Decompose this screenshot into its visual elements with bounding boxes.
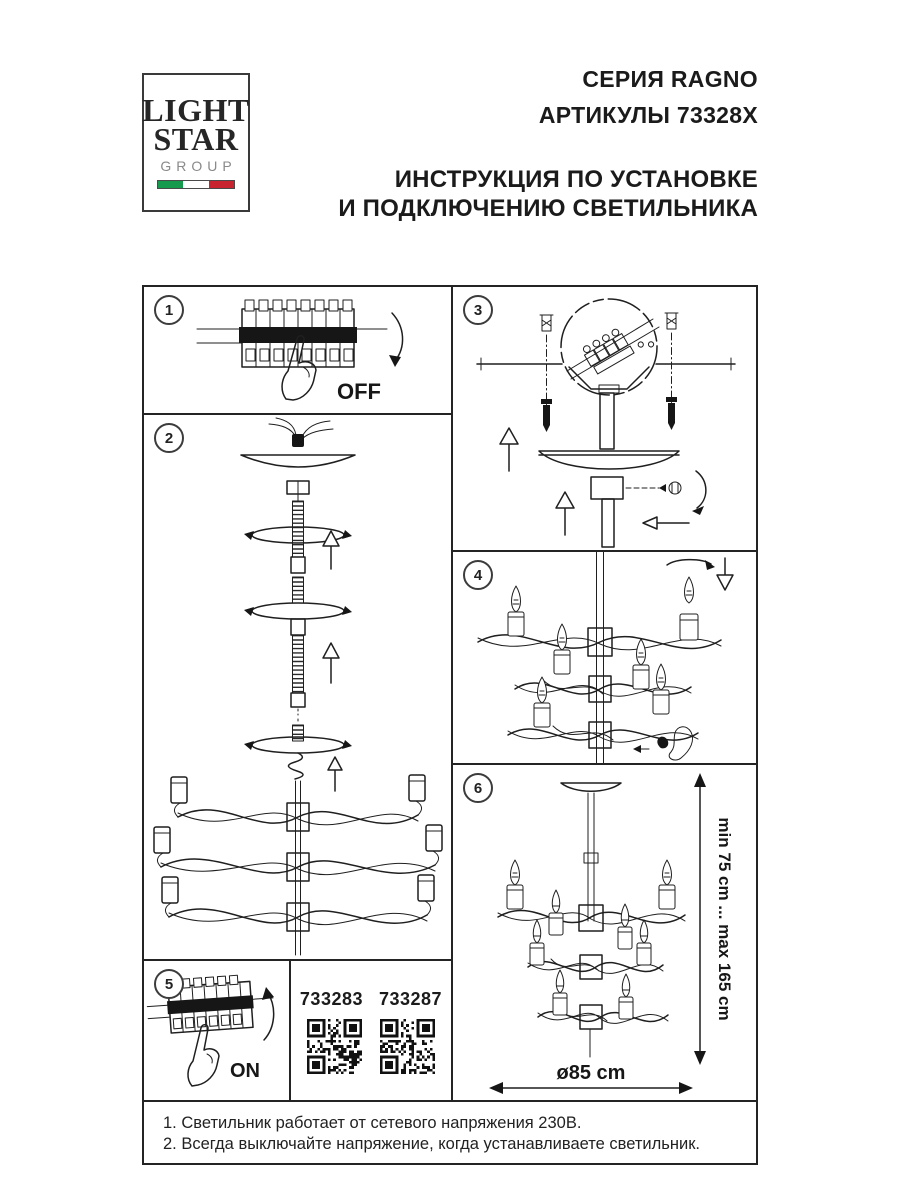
flag-white — [183, 181, 208, 188]
italian-flag-bar — [157, 180, 235, 189]
step-6-panel — [453, 765, 756, 1100]
step-4-number: 4 — [463, 560, 493, 590]
on-label: ON — [230, 1060, 260, 1082]
lightstar-logo — [142, 73, 250, 212]
title-line-1: ИНСТРУКЦИЯ ПО УСТАНОВКЕ — [394, 166, 758, 193]
anchor-left — [540, 315, 553, 432]
breaker-off-diagram — [144, 287, 451, 413]
height-dimension — [694, 773, 734, 1065]
pointing-hand-icon — [282, 336, 316, 400]
bulb-install-diagram — [453, 552, 756, 763]
step-5-number: 5 — [154, 969, 184, 999]
step-5-panel — [144, 961, 291, 1100]
candles — [507, 860, 675, 1019]
logo-light: LIGHT — [142, 92, 250, 129]
step-2-number: 2 — [154, 423, 184, 453]
step-3-number: 3 — [463, 295, 493, 325]
note-2: 2. Всегда выключайте напряжение, когда устанавливаете светильник. — [163, 1135, 701, 1153]
document-title — [338, 165, 758, 223]
instruction-steps-grid — [142, 285, 758, 1165]
qr-panel — [291, 961, 451, 1100]
step-3-panel — [453, 287, 756, 552]
footer-notes — [144, 1100, 756, 1163]
rod-assembly-diagram — [144, 415, 451, 959]
loose-bulb — [667, 558, 733, 603]
title-line-2: И ПОДКЛЮЧЕНИЮ СВЕТИЛЬНИКА — [338, 195, 758, 222]
height-dimension-label: min 75 cm ... max 165 cm — [715, 817, 734, 1021]
ceiling-mount-diagram — [453, 287, 756, 550]
note-1: 1. Светильник работает от сетевого напряжения 230В. — [163, 1114, 582, 1132]
set-screw — [626, 482, 681, 494]
article-code-1: 733283 — [299, 989, 363, 1009]
anchor-right — [665, 313, 678, 430]
diameter-label: ø85 cm — [556, 1062, 626, 1084]
off-label: OFF — [337, 379, 381, 404]
flag-green — [158, 181, 183, 188]
article-code-2: 733287 — [379, 989, 443, 1009]
header-titles — [338, 66, 758, 223]
series-name: СЕРИЯ RAGNO — [582, 66, 758, 92]
flag-red — [209, 181, 234, 188]
step-6-number: 6 — [463, 773, 493, 803]
dimensions-diagram — [453, 765, 756, 1100]
hand-with-bulb — [633, 727, 693, 760]
tier-1 — [171, 775, 425, 831]
step-1-number: 1 — [154, 295, 184, 325]
tier-2 — [154, 825, 442, 881]
step-2-panel — [144, 415, 451, 961]
step-1-panel — [144, 287, 451, 415]
qr-code-733283 — [307, 1019, 362, 1074]
step-4-panel — [453, 552, 756, 765]
logo-star: STAR — [153, 120, 239, 157]
logo-group: GROUP — [160, 157, 237, 174]
diameter-dimension — [489, 1062, 693, 1094]
terminal-block-detail — [567, 316, 659, 379]
article-numbers: АРТИКУЛЫ 73328X — [538, 102, 758, 128]
pointing-hand-icon — [188, 1025, 219, 1086]
tier-3 — [162, 875, 434, 931]
qr-code-733287 — [380, 1019, 435, 1074]
